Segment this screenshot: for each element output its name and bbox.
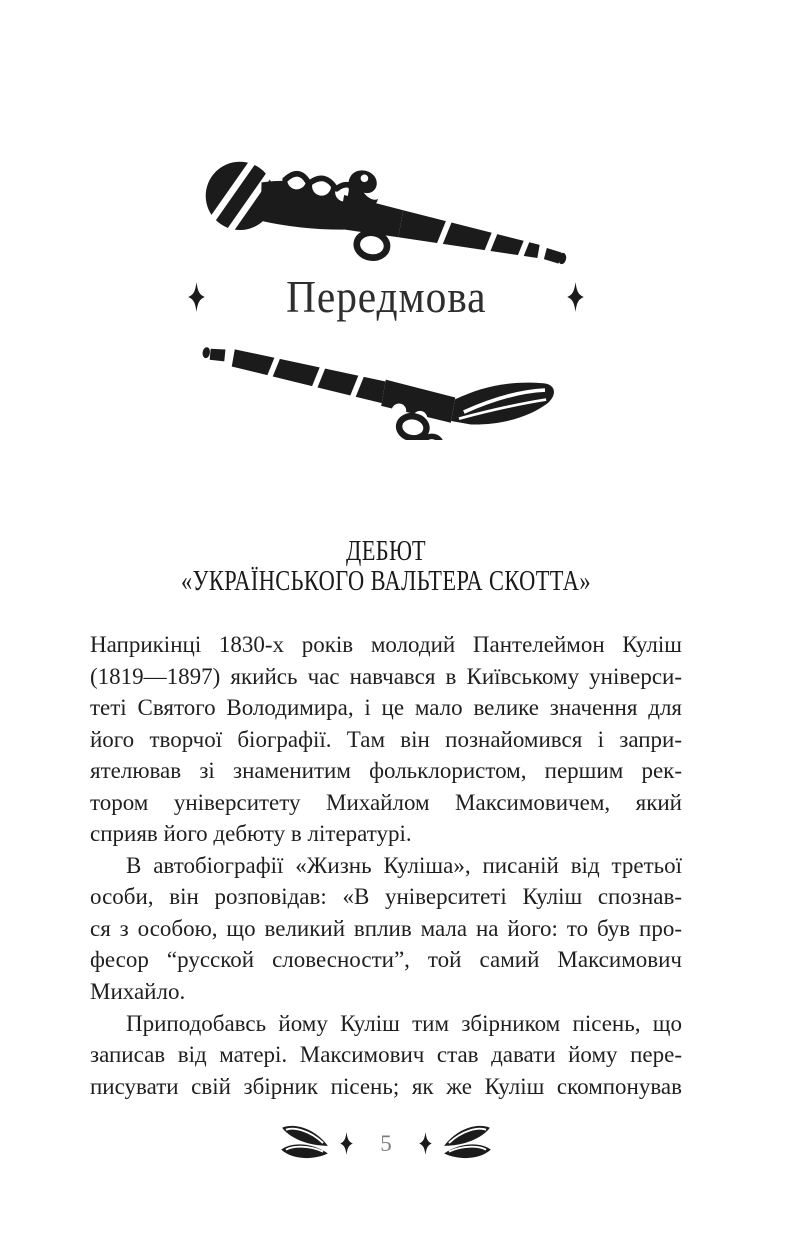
body-line: його творчої біографії. Там він познайомився і запри-: [90, 726, 682, 752]
four-point-star-icon: [567, 282, 584, 312]
body-line: Приподобавсь йому Куліш тим збірником пісень, що: [126, 1010, 682, 1036]
body-line: писувати свій збірник пісень; як же Куліш скомпонував: [90, 1073, 682, 1099]
section-title-row: [90, 270, 682, 323]
body-line: ятелював зі знаменитим фольклористом, першим рек-: [90, 758, 682, 784]
body-line: ся з особою, що великий вплив мала на його: то був про-: [90, 915, 682, 941]
four-point-star-icon: [340, 1132, 353, 1155]
page-number: 5: [380, 1130, 392, 1156]
body-line: записав від матері. Максимович став давати йому пере-: [90, 1042, 682, 1068]
body-text: [90, 629, 682, 1102]
musket-bottom-ornament-icon: [190, 330, 572, 440]
body-line: тором університету Михайлом Максимовичем, який: [90, 789, 682, 815]
four-point-star-icon: [419, 1132, 432, 1155]
wing-leaves-right-icon: [443, 1123, 491, 1163]
chapter-heading-line2: «УКРАЇНСЬКОГО ВАЛЬТЕРА СКОТТА»: [181, 566, 591, 597]
body-line: теті Святого Володимира, і це мало велике значення для: [90, 695, 682, 721]
chapter-heading: [90, 537, 682, 597]
wing-leaves-left-icon: [281, 1123, 329, 1163]
chapter-heading-line1: ДЕБЮТ: [346, 536, 426, 567]
body-line: (1819—1897) якийсь час навчався в Київському універси-: [90, 663, 682, 689]
four-point-star-icon: [188, 282, 205, 312]
page-footer: [90, 1121, 682, 1165]
body-line: Михайло.: [90, 979, 186, 1005]
pistol-top-ornament-icon: [194, 156, 580, 268]
body-line: особи, він розповідав: «В університеті Куліш спознав-: [90, 884, 682, 910]
body-line: сприяв його дебюту в літературі.: [90, 821, 412, 847]
body-line: В автобіографії «Жизнь Куліша», писаній від третьої: [126, 852, 682, 878]
body-line: Наприкінці 1830-х років молодий Пантелеймон Куліш: [90, 632, 682, 657]
section-title: Передмова: [285, 271, 487, 322]
body-line: фесор “русской словесности”, той самий Максимович: [90, 947, 682, 973]
